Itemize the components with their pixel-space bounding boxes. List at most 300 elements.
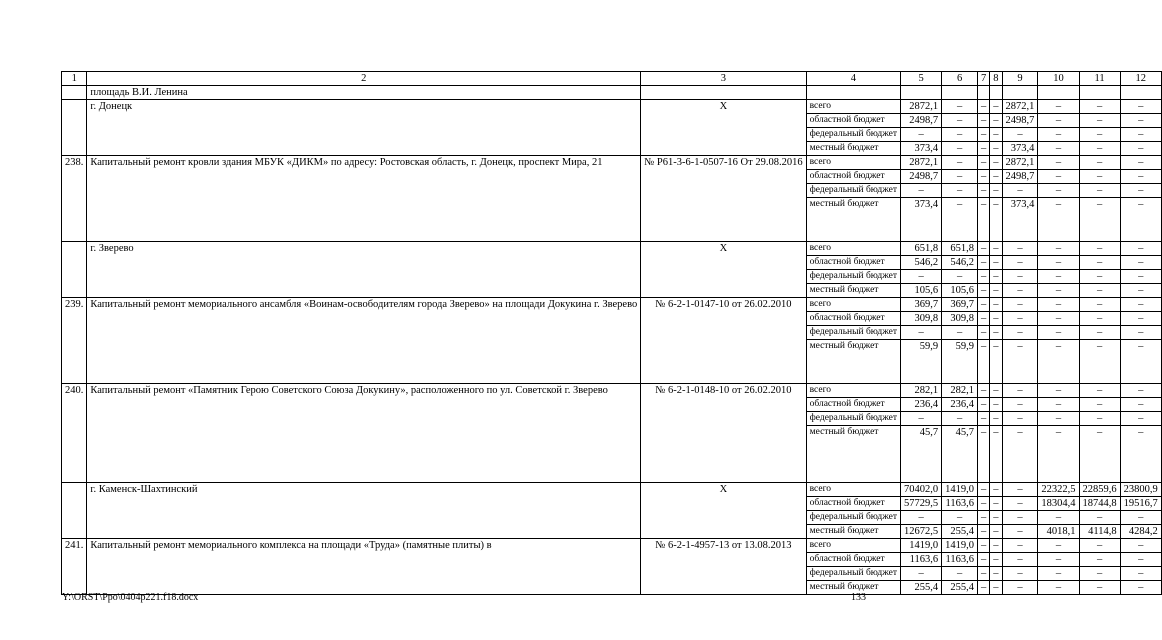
- amount-cell: –: [978, 511, 990, 525]
- funding-source: всего: [806, 100, 900, 114]
- funding-source: местный бюджет: [806, 581, 900, 595]
- amount-cell: –: [978, 242, 990, 256]
- amount-cell: –: [1120, 581, 1161, 595]
- amount-cell: –: [1038, 184, 1079, 198]
- amount-cell: –: [1079, 242, 1120, 256]
- amount-cell: –: [1120, 398, 1161, 412]
- amount-cell: –: [1038, 553, 1079, 567]
- amount-cell: 546,2: [901, 256, 942, 270]
- amount-cell: –: [1120, 114, 1161, 128]
- amount-cell: –: [978, 384, 990, 398]
- amount-cell: –: [1002, 312, 1038, 326]
- amount-cell: –: [901, 567, 942, 581]
- amount-cell: –: [978, 412, 990, 426]
- amount-cell: –: [990, 242, 1002, 256]
- amount-cell: –: [990, 553, 1002, 567]
- amount-cell: –: [978, 284, 990, 298]
- amount-cell: –: [990, 114, 1002, 128]
- amount-cell: –: [990, 256, 1002, 270]
- amount-cell: –: [1079, 312, 1120, 326]
- col-header: 11: [1079, 72, 1120, 86]
- amount-cell: –: [990, 426, 1002, 483]
- amount-cell: 2872,1: [1002, 100, 1038, 114]
- amount-cell: 22322,5: [1038, 483, 1079, 497]
- amount-cell: –: [942, 567, 978, 581]
- amount-cell: –: [990, 156, 1002, 170]
- amount-cell: –: [1120, 539, 1161, 553]
- amount-cell: 105,6: [901, 284, 942, 298]
- empty-cell: [901, 86, 942, 100]
- amount-cell: –: [1002, 384, 1038, 398]
- funding-source: федеральный бюджет: [806, 511, 900, 525]
- empty-cell: [1002, 86, 1038, 100]
- amount-cell: –: [978, 398, 990, 412]
- amount-cell: 1163,6: [942, 553, 978, 567]
- amount-cell: –: [1038, 256, 1079, 270]
- amount-cell: –: [1002, 398, 1038, 412]
- amount-cell: 1419,0: [901, 539, 942, 553]
- city-subtotal-row: [62, 483, 1162, 497]
- amount-cell: 236,4: [942, 398, 978, 412]
- item-number: 241.: [62, 539, 87, 595]
- amount-cell: 1163,6: [901, 553, 942, 567]
- document-reference: № 6-2-1-0148-10 от 26.02.2010: [641, 384, 806, 483]
- funding-source: местный бюджет: [806, 284, 900, 298]
- amount-cell: 255,4: [901, 581, 942, 595]
- amount-cell: –: [978, 114, 990, 128]
- city-name: г. Каменск-Шахтинский: [87, 483, 641, 539]
- amount-cell: –: [1079, 270, 1120, 284]
- col-header: 1: [62, 72, 87, 86]
- amount-cell: 2872,1: [901, 156, 942, 170]
- empty-cell: [62, 483, 87, 539]
- funding-source: всего: [806, 483, 900, 497]
- amount-cell: –: [942, 156, 978, 170]
- document-reference: Х: [641, 483, 806, 539]
- amount-cell: –: [1002, 412, 1038, 426]
- amount-cell: 255,4: [942, 581, 978, 595]
- amount-cell: –: [1120, 198, 1161, 242]
- footer-page-number: 133: [851, 592, 866, 603]
- empty-cell: [1079, 86, 1120, 100]
- amount-cell: –: [942, 114, 978, 128]
- amount-cell: –: [990, 198, 1002, 242]
- amount-cell: –: [1120, 184, 1161, 198]
- funding-source: всего: [806, 298, 900, 312]
- amount-cell: –: [978, 170, 990, 184]
- amount-cell: –: [1120, 128, 1161, 142]
- amount-cell: 309,8: [901, 312, 942, 326]
- amount-cell: –: [1120, 340, 1161, 384]
- amount-cell: –: [990, 511, 1002, 525]
- amount-cell: 651,8: [901, 242, 942, 256]
- amount-cell: –: [1002, 511, 1038, 525]
- amount-cell: –: [1038, 384, 1079, 398]
- empty-cell: [942, 86, 978, 100]
- funding-source: всего: [806, 242, 900, 256]
- amount-cell: 12672,5: [901, 525, 942, 539]
- amount-cell: –: [942, 100, 978, 114]
- amount-cell: –: [1038, 511, 1079, 525]
- amount-cell: –: [1120, 100, 1161, 114]
- amount-cell: –: [942, 412, 978, 426]
- amount-cell: –: [1002, 567, 1038, 581]
- amount-cell: 2498,7: [1002, 170, 1038, 184]
- amount-cell: –: [1079, 156, 1120, 170]
- amount-cell: –: [978, 156, 990, 170]
- amount-cell: –: [1079, 298, 1120, 312]
- amount-cell: –: [901, 128, 942, 142]
- amount-cell: 1419,0: [942, 539, 978, 553]
- item-row: [62, 384, 1162, 398]
- item-name: Капитальный ремонт кровли здания МБУК «ДИКМ» по адресу: Ростовская область, г. Донецк, проспект Мира, 21: [87, 156, 641, 242]
- amount-cell: –: [1038, 398, 1079, 412]
- amount-cell: –: [1120, 426, 1161, 483]
- funding-source: областной бюджет: [806, 114, 900, 128]
- amount-cell: –: [1038, 100, 1079, 114]
- amount-cell: 4114,8: [1079, 525, 1120, 539]
- amount-cell: 2498,7: [901, 170, 942, 184]
- empty-cell: [62, 100, 87, 156]
- amount-cell: –: [978, 100, 990, 114]
- funding-source: местный бюджет: [806, 525, 900, 539]
- item-number: 238.: [62, 156, 87, 242]
- col-header: 9: [1002, 72, 1038, 86]
- amount-cell: –: [1079, 398, 1120, 412]
- amount-cell: –: [1120, 142, 1161, 156]
- col-header: 5: [901, 72, 942, 86]
- amount-cell: –: [1038, 426, 1079, 483]
- funding-source: всего: [806, 539, 900, 553]
- amount-cell: –: [1002, 525, 1038, 539]
- col-header: 7: [978, 72, 990, 86]
- amount-cell: –: [1002, 426, 1038, 483]
- amount-cell: 282,1: [901, 384, 942, 398]
- amount-cell: –: [1120, 170, 1161, 184]
- amount-cell: –: [990, 483, 1002, 497]
- amount-cell: –: [990, 326, 1002, 340]
- amount-cell: 2872,1: [901, 100, 942, 114]
- funding-source: областной бюджет: [806, 497, 900, 511]
- amount-cell: –: [978, 142, 990, 156]
- funding-source: федеральный бюджет: [806, 326, 900, 340]
- amount-cell: 1163,6: [942, 497, 978, 511]
- amount-cell: –: [1120, 567, 1161, 581]
- amount-cell: 59,9: [942, 340, 978, 384]
- amount-cell: –: [978, 184, 990, 198]
- item-row: [62, 156, 1162, 170]
- item-number: 239.: [62, 298, 87, 384]
- amount-cell: –: [1038, 242, 1079, 256]
- col-header: 10: [1038, 72, 1079, 86]
- amount-cell: –: [990, 412, 1002, 426]
- amount-cell: 373,4: [1002, 142, 1038, 156]
- amount-cell: –: [1002, 581, 1038, 595]
- amount-cell: –: [1079, 256, 1120, 270]
- empty-cell: [1120, 86, 1161, 100]
- amount-cell: –: [1079, 581, 1120, 595]
- amount-cell: 309,8: [942, 312, 978, 326]
- amount-cell: –: [1002, 184, 1038, 198]
- amount-cell: –: [978, 525, 990, 539]
- amount-cell: 45,7: [942, 426, 978, 483]
- amount-cell: 22859,6: [1079, 483, 1120, 497]
- amount-cell: –: [1079, 511, 1120, 525]
- amount-cell: –: [1120, 242, 1161, 256]
- amount-cell: –: [1038, 198, 1079, 242]
- item-name: Капитальный ремонт «Памятник Герою Советского Союза Докукину», расположенного по ул. Советской г. Зверево: [87, 384, 641, 483]
- amount-cell: –: [1079, 170, 1120, 184]
- amount-cell: –: [1079, 284, 1120, 298]
- amount-cell: –: [901, 511, 942, 525]
- footer-file-path: Y:\ORST\Ppo\0404p221.f18.docx: [62, 592, 199, 603]
- amount-cell: –: [1002, 242, 1038, 256]
- amount-cell: 2498,7: [1002, 114, 1038, 128]
- amount-cell: –: [990, 170, 1002, 184]
- amount-cell: 70402,0: [901, 483, 942, 497]
- amount-cell: –: [942, 128, 978, 142]
- funding-source: всего: [806, 156, 900, 170]
- amount-cell: 18744,8: [1079, 497, 1120, 511]
- amount-cell: –: [978, 298, 990, 312]
- funding-source: местный бюджет: [806, 340, 900, 384]
- amount-cell: –: [1079, 340, 1120, 384]
- funding-source: местный бюджет: [806, 426, 900, 483]
- amount-cell: –: [1120, 270, 1161, 284]
- funding-source: федеральный бюджет: [806, 184, 900, 198]
- amount-cell: –: [1038, 539, 1079, 553]
- amount-cell: –: [1038, 312, 1079, 326]
- amount-cell: –: [990, 581, 1002, 595]
- amount-cell: –: [1079, 553, 1120, 567]
- amount-cell: –: [990, 100, 1002, 114]
- amount-cell: 369,7: [942, 298, 978, 312]
- amount-cell: 651,8: [942, 242, 978, 256]
- budget-table: [61, 71, 1162, 595]
- empty-cell: [1038, 86, 1079, 100]
- document-reference: № Р61-3-6-1-0507-16 От 29.08.2016: [641, 156, 806, 242]
- amount-cell: –: [1079, 184, 1120, 198]
- funding-source: федеральный бюджет: [806, 412, 900, 426]
- amount-cell: –: [1038, 298, 1079, 312]
- amount-cell: –: [978, 198, 990, 242]
- amount-cell: –: [990, 340, 1002, 384]
- amount-cell: –: [1079, 128, 1120, 142]
- amount-cell: –: [942, 198, 978, 242]
- amount-cell: –: [1079, 426, 1120, 483]
- amount-cell: –: [901, 412, 942, 426]
- amount-cell: –: [1038, 581, 1079, 595]
- amount-cell: –: [978, 497, 990, 511]
- city-subtotal-row: [62, 242, 1162, 256]
- amount-cell: –: [1120, 156, 1161, 170]
- amount-cell: –: [1120, 256, 1161, 270]
- amount-cell: –: [1038, 567, 1079, 581]
- amount-cell: –: [978, 128, 990, 142]
- amount-cell: –: [1079, 567, 1120, 581]
- amount-cell: –: [942, 511, 978, 525]
- carry-over-text: площадь В.И. Ленина: [87, 86, 641, 100]
- document-reference: Х: [641, 242, 806, 298]
- col-header: 4: [806, 72, 900, 86]
- amount-cell: –: [990, 312, 1002, 326]
- amount-cell: 236,4: [901, 398, 942, 412]
- funding-source: федеральный бюджет: [806, 128, 900, 142]
- amount-cell: –: [1002, 284, 1038, 298]
- amount-cell: 19516,7: [1120, 497, 1161, 511]
- amount-cell: –: [978, 312, 990, 326]
- funding-source: всего: [806, 384, 900, 398]
- amount-cell: 57729,5: [901, 497, 942, 511]
- amount-cell: –: [1079, 198, 1120, 242]
- amount-cell: –: [1079, 539, 1120, 553]
- col-header: 12: [1120, 72, 1161, 86]
- city-subtotal-row: [62, 100, 1162, 114]
- amount-cell: 105,6: [942, 284, 978, 298]
- amount-cell: –: [1002, 270, 1038, 284]
- amount-cell: –: [1120, 553, 1161, 567]
- item-row: [62, 539, 1162, 553]
- amount-cell: –: [942, 270, 978, 284]
- amount-cell: 45,7: [901, 426, 942, 483]
- amount-cell: –: [1079, 326, 1120, 340]
- amount-cell: 2498,7: [901, 114, 942, 128]
- funding-source: областной бюджет: [806, 256, 900, 270]
- amount-cell: –: [1002, 340, 1038, 384]
- amount-cell: –: [1120, 326, 1161, 340]
- city-name: г. Зверево: [87, 242, 641, 298]
- amount-cell: –: [1079, 142, 1120, 156]
- amount-cell: –: [990, 567, 1002, 581]
- amount-cell: –: [901, 184, 942, 198]
- amount-cell: –: [990, 539, 1002, 553]
- funding-source: федеральный бюджет: [806, 567, 900, 581]
- funding-source: местный бюджет: [806, 142, 900, 156]
- amount-cell: –: [1038, 412, 1079, 426]
- amount-cell: –: [978, 270, 990, 284]
- empty-cell: [978, 86, 990, 100]
- document-reference: № 6-2-1-4957-13 от 13.08.2013: [641, 539, 806, 595]
- amount-cell: –: [1038, 340, 1079, 384]
- funding-source: местный бюджет: [806, 198, 900, 242]
- empty-cell: [62, 242, 87, 298]
- col-header: 6: [942, 72, 978, 86]
- amount-cell: –: [942, 326, 978, 340]
- amount-cell: –: [990, 384, 1002, 398]
- item-name: Капитальный ремонт мемориального комплекса на площади «Труда» (памятные плиты) в: [87, 539, 641, 595]
- amount-cell: 18304,4: [1038, 497, 1079, 511]
- city-name: г. Донецк: [87, 100, 641, 156]
- carry-over-row: [62, 86, 1162, 100]
- column-number-row: [62, 72, 1162, 86]
- amount-cell: –: [978, 567, 990, 581]
- amount-cell: –: [990, 128, 1002, 142]
- empty-cell: [806, 86, 900, 100]
- item-number: 240.: [62, 384, 87, 483]
- amount-cell: –: [990, 184, 1002, 198]
- amount-cell: –: [978, 340, 990, 384]
- amount-cell: –: [1038, 156, 1079, 170]
- amount-cell: –: [1038, 326, 1079, 340]
- amount-cell: –: [990, 298, 1002, 312]
- amount-cell: –: [1120, 312, 1161, 326]
- document-reference: № 6-2-1-0147-10 от 26.02.2010: [641, 298, 806, 384]
- amount-cell: 1419,0: [942, 483, 978, 497]
- amount-cell: –: [1002, 539, 1038, 553]
- amount-cell: –: [942, 184, 978, 198]
- amount-cell: 59,9: [901, 340, 942, 384]
- amount-cell: 4018,1: [1038, 525, 1079, 539]
- amount-cell: –: [1002, 298, 1038, 312]
- amount-cell: –: [990, 525, 1002, 539]
- amount-cell: –: [990, 497, 1002, 511]
- amount-cell: –: [1038, 142, 1079, 156]
- funding-source: областной бюджет: [806, 312, 900, 326]
- amount-cell: –: [1079, 412, 1120, 426]
- funding-source: федеральный бюджет: [806, 270, 900, 284]
- col-header: 2: [87, 72, 641, 86]
- amount-cell: –: [978, 539, 990, 553]
- amount-cell: –: [1002, 256, 1038, 270]
- amount-cell: –: [1002, 553, 1038, 567]
- amount-cell: –: [1002, 326, 1038, 340]
- amount-cell: –: [1120, 511, 1161, 525]
- amount-cell: –: [1120, 384, 1161, 398]
- amount-cell: 373,4: [901, 142, 942, 156]
- amount-cell: –: [1038, 284, 1079, 298]
- amount-cell: –: [1038, 128, 1079, 142]
- amount-cell: –: [1120, 298, 1161, 312]
- amount-cell: 2872,1: [1002, 156, 1038, 170]
- amount-cell: 255,4: [942, 525, 978, 539]
- empty-cell: [641, 86, 806, 100]
- amount-cell: –: [978, 426, 990, 483]
- amount-cell: 373,4: [1002, 198, 1038, 242]
- col-header: 3: [641, 72, 806, 86]
- amount-cell: 4284,2: [1120, 525, 1161, 539]
- amount-cell: –: [1002, 483, 1038, 497]
- funding-source: областной бюджет: [806, 170, 900, 184]
- amount-cell: –: [1079, 114, 1120, 128]
- amount-cell: –: [978, 553, 990, 567]
- col-header: 8: [990, 72, 1002, 86]
- amount-cell: –: [1079, 384, 1120, 398]
- amount-cell: –: [990, 270, 1002, 284]
- funding-source: областной бюджет: [806, 553, 900, 567]
- amount-cell: –: [1002, 128, 1038, 142]
- amount-cell: –: [978, 483, 990, 497]
- empty-cell: [990, 86, 1002, 100]
- amount-cell: 373,4: [901, 198, 942, 242]
- amount-cell: –: [978, 256, 990, 270]
- item-name: Капитальный ремонт мемориального ансамбля «Воинам-освободителям города Зверево» на площади Докукина г. Зверево: [87, 298, 641, 384]
- funding-source: областной бюджет: [806, 398, 900, 412]
- amount-cell: –: [1120, 284, 1161, 298]
- amount-cell: –: [901, 270, 942, 284]
- amount-cell: –: [990, 398, 1002, 412]
- amount-cell: –: [942, 170, 978, 184]
- document-reference: Х: [641, 100, 806, 156]
- amount-cell: –: [978, 326, 990, 340]
- amount-cell: 369,7: [901, 298, 942, 312]
- amount-cell: 282,1: [942, 384, 978, 398]
- amount-cell: –: [942, 142, 978, 156]
- amount-cell: –: [1120, 412, 1161, 426]
- amount-cell: –: [1038, 170, 1079, 184]
- amount-cell: –: [1038, 114, 1079, 128]
- empty-cell: [62, 86, 87, 100]
- amount-cell: 546,2: [942, 256, 978, 270]
